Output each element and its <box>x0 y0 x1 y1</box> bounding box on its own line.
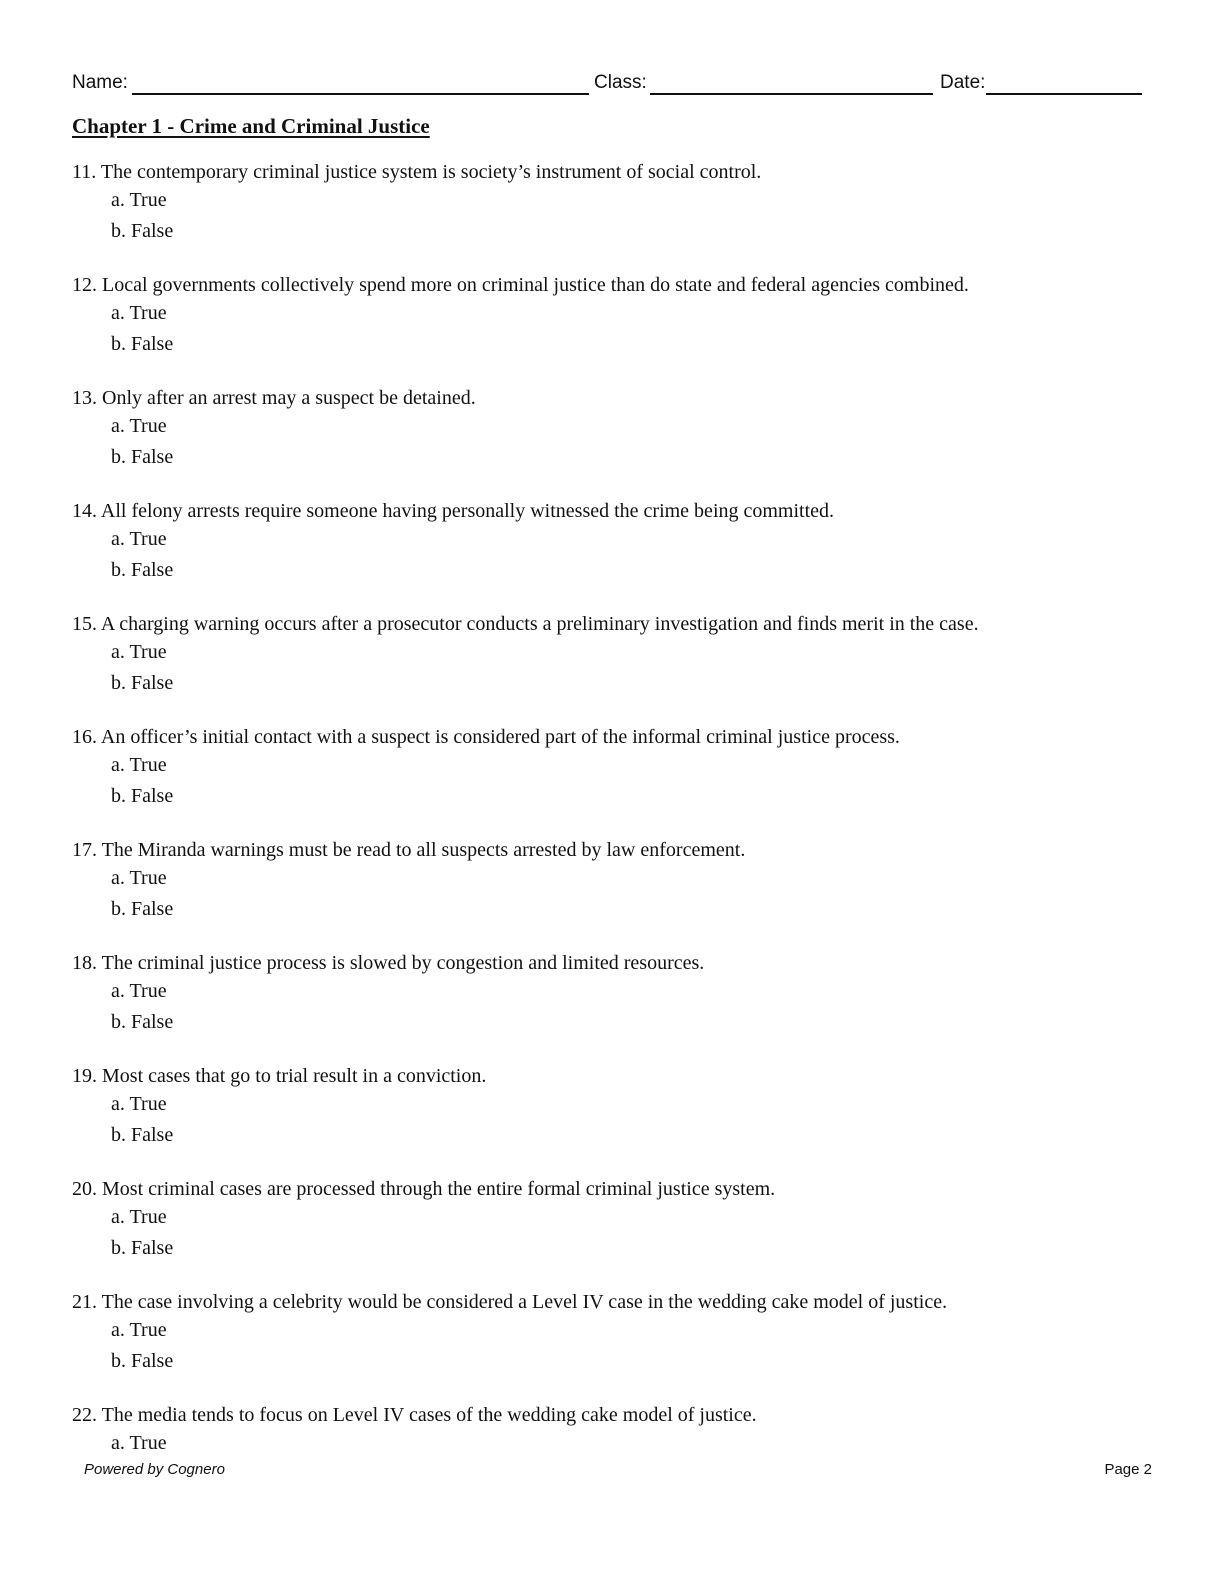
name-label: Name: <box>72 72 128 93</box>
answer-option: b. False <box>111 785 174 807</box>
question-list <box>72 158 1152 1514</box>
question-text <box>72 836 1152 864</box>
answer-option: a. True <box>111 754 167 776</box>
footer-powered-by: Powered by Cognero <box>84 1461 225 1478</box>
question-item <box>72 384 1152 497</box>
class-blank-line <box>650 93 933 95</box>
question-body: The contemporary criminal justice system is society’s instrument of social control. <box>100 161 762 183</box>
question-text <box>72 1401 1152 1429</box>
question-number: 13. <box>72 387 97 409</box>
question-text <box>72 384 1152 412</box>
question-item <box>72 610 1152 723</box>
answer-option: a. True <box>111 528 167 550</box>
answer-option: b. False <box>111 559 174 581</box>
question-text <box>72 1062 1152 1090</box>
question-number: 19. <box>72 1065 97 1087</box>
answer-option: b. False <box>111 672 174 694</box>
question-text <box>72 271 1152 299</box>
question-item <box>72 1288 1152 1401</box>
question-item <box>72 723 1152 836</box>
question-item <box>72 1401 1152 1514</box>
answer-option: b. False <box>111 1350 174 1372</box>
question-body: A charging warning occurs after a prosecutor conducts a preliminary investigation and finds merit in the case. <box>100 613 979 635</box>
question-item <box>72 497 1152 610</box>
question-text <box>72 1288 1152 1316</box>
name-blank-line <box>132 93 589 95</box>
question-body: The criminal justice process is slowed by congestion and limited resources. <box>101 952 705 974</box>
question-number: 15. <box>72 613 97 635</box>
question-number: 17. <box>72 839 97 861</box>
question-body: Local governments collectively spend more on criminal justice than do state and federal agencies combined. <box>102 274 969 296</box>
answer-option: a. True <box>111 980 167 1002</box>
answer-option: a. True <box>111 302 167 324</box>
question-item <box>72 158 1152 271</box>
answer-option: a. True <box>111 1093 167 1115</box>
answer-option: b. False <box>111 1124 174 1146</box>
question-body: Only after an arrest may a suspect be detained. <box>102 387 476 409</box>
answer-option: b. False <box>111 1011 174 1033</box>
question-number: 16. <box>72 726 97 748</box>
question-number: 20. <box>72 1178 97 1200</box>
question-body: Most cases that go to trial result in a conviction. <box>102 1065 487 1087</box>
answer-option: b. False <box>111 333 174 355</box>
answer-option: a. True <box>111 189 167 211</box>
question-number: 14. <box>72 500 97 522</box>
answer-option: b. False <box>111 446 174 468</box>
question-number: 18. <box>72 952 97 974</box>
question-text <box>72 1175 1152 1203</box>
class-label: Class: <box>594 72 647 93</box>
answer-option: a. True <box>111 415 167 437</box>
question-text <box>72 949 1152 977</box>
question-number: 21. <box>72 1291 97 1313</box>
answer-option: a. True <box>111 1206 167 1228</box>
header-fields <box>72 70 1144 100</box>
question-body: The media tends to focus on Level IV cases of the wedding cake model of justice. <box>101 1404 757 1426</box>
question-text <box>72 610 1152 638</box>
answer-option: a. True <box>111 1432 167 1454</box>
question-number: 12. <box>72 274 97 296</box>
question-body: All felony arrests require someone having personally witnessed the crime being committed. <box>100 500 835 522</box>
answer-option: a. True <box>111 641 167 663</box>
question-body: An officer’s initial contact with a suspect is considered part of the informal criminal justice process. <box>100 726 900 748</box>
question-number: 11. <box>72 161 97 183</box>
answer-option: a. True <box>111 1319 167 1341</box>
question-body: Most criminal cases are processed through the entire formal criminal justice system. <box>102 1178 776 1200</box>
question-body: The case involving a celebrity would be considered a Level IV case in the wedding cake model of justice. <box>101 1291 948 1313</box>
question-text <box>72 497 1152 525</box>
question-item <box>72 1062 1152 1175</box>
answer-option: b. False <box>111 220 174 242</box>
question-text <box>72 158 1152 186</box>
date-blank-line <box>986 93 1142 95</box>
question-item <box>72 1175 1152 1288</box>
footer-page-number: Page 2 <box>1104 1461 1152 1478</box>
question-item <box>72 271 1152 384</box>
question-item <box>72 949 1152 1062</box>
answer-option: b. False <box>111 1237 174 1259</box>
question-number: 22. <box>72 1404 97 1426</box>
answer-option: a. True <box>111 867 167 889</box>
question-item <box>72 836 1152 949</box>
answer-option: b. False <box>111 898 174 920</box>
date-label: Date: <box>940 72 986 93</box>
question-body: The Miranda warnings must be read to all suspects arrested by law enforcement. <box>101 839 746 861</box>
chapter-title: Chapter 1 - Crime and Criminal Justice <box>72 114 430 138</box>
question-text <box>72 723 1152 751</box>
